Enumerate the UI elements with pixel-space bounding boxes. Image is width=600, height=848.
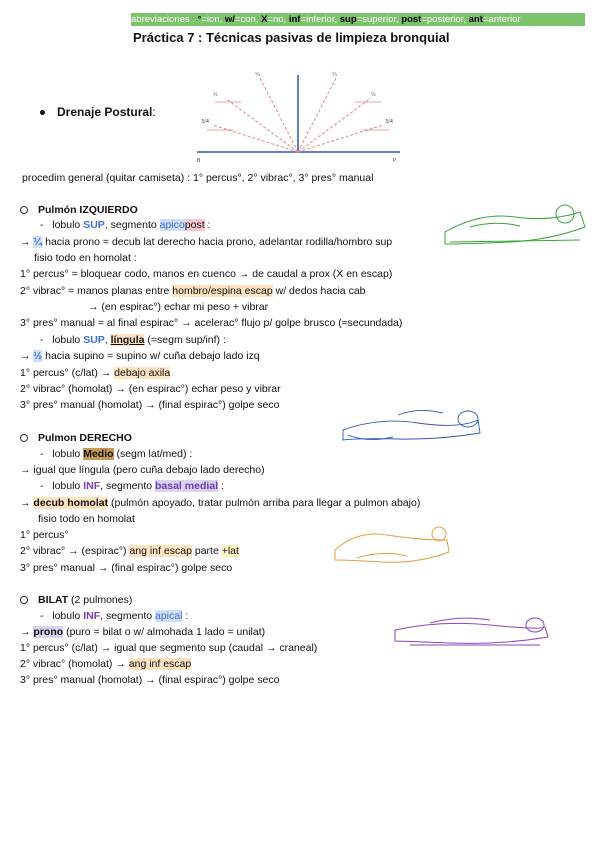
abbr-key: sup	[339, 14, 357, 25]
tick-label: ¼	[332, 72, 337, 78]
abbr-key: X	[261, 14, 268, 25]
angle-diagram	[195, 70, 405, 165]
der-line-8: 3° pres° manual → (final espirac°) golpe seco	[20, 562, 233, 574]
der-line-1: - lobulo Medio (segm lat/med) :	[40, 448, 193, 460]
tick-label: 3/4	[201, 119, 210, 125]
der-line-2: → igual que língula (pero cuña debajo lado derecho)	[20, 464, 265, 476]
abbr-value: =anterior	[482, 14, 521, 25]
izq-line-2: → ¼ hacia prono = decub lat derecho hacia prono, adelantar rodilla/hombro sup	[20, 236, 393, 248]
abbr-value: =con,	[234, 14, 262, 25]
page-title: Práctica 7 : Técnicas pasivas de limpieza bronquial	[133, 30, 450, 45]
abbr-key: °	[197, 14, 202, 25]
abbr-label: abreviaciones :	[131, 14, 195, 25]
abbr-value: =posterior,	[421, 14, 469, 25]
diagram-ray	[298, 125, 383, 152]
der-line-4: → decub homolat (pulmón apoyado, tratar pulmón arriba para llegar a pulmon abajo)	[20, 497, 421, 509]
izq-line-12: 3° pres° manual (homolat) → (final espirac°) golpe seco	[20, 399, 280, 411]
drenaje-label: Drenaje Postural	[57, 105, 153, 119]
tick-label: ½	[213, 92, 218, 98]
tick-label: 3/4	[385, 119, 394, 125]
abbr-key: ant	[468, 14, 483, 25]
izq-line-7: 3° pres° manual = al final espirac° → acelerac° flujo p/ golpe brusco (≈secundada)	[20, 317, 403, 329]
der-line-3: - lobulo INF, segmento basal medial :	[40, 480, 224, 492]
abbr-value: =no,	[267, 14, 289, 25]
diagram-ray	[213, 125, 298, 152]
drenaje-postural-bullet	[40, 105, 156, 119]
bilat-line-1: - lobulo INF, segmento apical :	[40, 610, 189, 622]
right-mark: P	[393, 158, 397, 164]
abbr-value: =inferior,	[300, 14, 340, 25]
abbr-key: w/	[224, 14, 235, 25]
circle-bullet-icon	[20, 434, 28, 442]
diagram-ray	[298, 98, 371, 152]
izq-line-8: - lobulo SUP, língula (=segm sup/inf) :	[40, 334, 226, 346]
bullet-dot	[40, 110, 45, 115]
abbr-value: =superior,	[356, 14, 402, 25]
diagram-ray	[260, 78, 298, 152]
izq-line-1: - lobulo SUP, segmento apicopost :	[40, 219, 211, 231]
izq-line-10: 1° percus° (c/lat) → debajo axila	[20, 367, 171, 379]
diagram-ray	[225, 98, 298, 152]
abbreviations-bar	[131, 13, 585, 26]
patient-sketch-green	[440, 192, 590, 252]
izq-line-3: fisio todo en homolat :	[34, 252, 137, 264]
patient-sketch-orange	[327, 520, 457, 570]
patient-sketch-blue	[338, 395, 488, 450]
patient-sketch-violet	[390, 605, 555, 655]
tick-label: ¼	[255, 72, 260, 78]
heading-derecho: Pulmon DERECHO	[20, 431, 132, 446]
abbr-key: inf	[288, 14, 301, 25]
bilat-line-2: → prono (puro = bilat o w/ almohada 1 lado = unilat)	[20, 626, 266, 638]
bilat-line-3: 1° percus° (c/lat) → igual que segmento sup (caudal → craneal)	[20, 642, 318, 654]
abbr-key: post	[401, 14, 422, 25]
bilat-line-4: 2° vibrac° (homolat) → ang inf escap	[20, 658, 192, 670]
der-line-5: fisio todo en homolat	[38, 513, 135, 525]
tick-label: ½	[371, 92, 376, 98]
izq-line-4: 1° percus° = bloquear codo, manos en cuenco → de caudal a prox (X en escap)	[20, 268, 393, 280]
left-mark: B	[197, 158, 201, 164]
der-line-7: 2° vibrac° → (espirac°) ang inf escap parte +lat	[20, 545, 239, 557]
heading-izquierdo: Pulmón IZQUIERDO	[20, 203, 138, 218]
circle-bullet-icon	[20, 206, 28, 214]
general-procedure: procedim general (quitar camiseta) : 1° percus°, 2° vibrac°, 3° pres° manual	[22, 172, 374, 184]
diagram-ray	[298, 78, 336, 152]
bilat-line-5: 3° pres° manual (homolat) → (final espirac°) golpe seco	[20, 674, 280, 686]
abbr-value: =ion,	[201, 14, 225, 25]
izq-line-11: 2° vibrac° (homolat) → (en espirac°) echar peso y vibrar	[20, 383, 281, 395]
izq-line-6: → (en espirac°) echar mi peso + vibrar	[88, 301, 269, 313]
izq-line-9: → ½ hacia supino = supino w/ cuña debajo lado izq	[20, 350, 260, 362]
izq-line-5: 2° vibrac° = manos planas entre hombro/espina escap w/ dedos hacia cab	[20, 285, 366, 297]
der-line-6: 1° percus°	[20, 529, 69, 541]
circle-bullet-icon	[20, 596, 28, 604]
heading-bilat: BILAT (2 pulmones)	[20, 593, 132, 608]
drenaje-colon: :	[152, 105, 156, 119]
